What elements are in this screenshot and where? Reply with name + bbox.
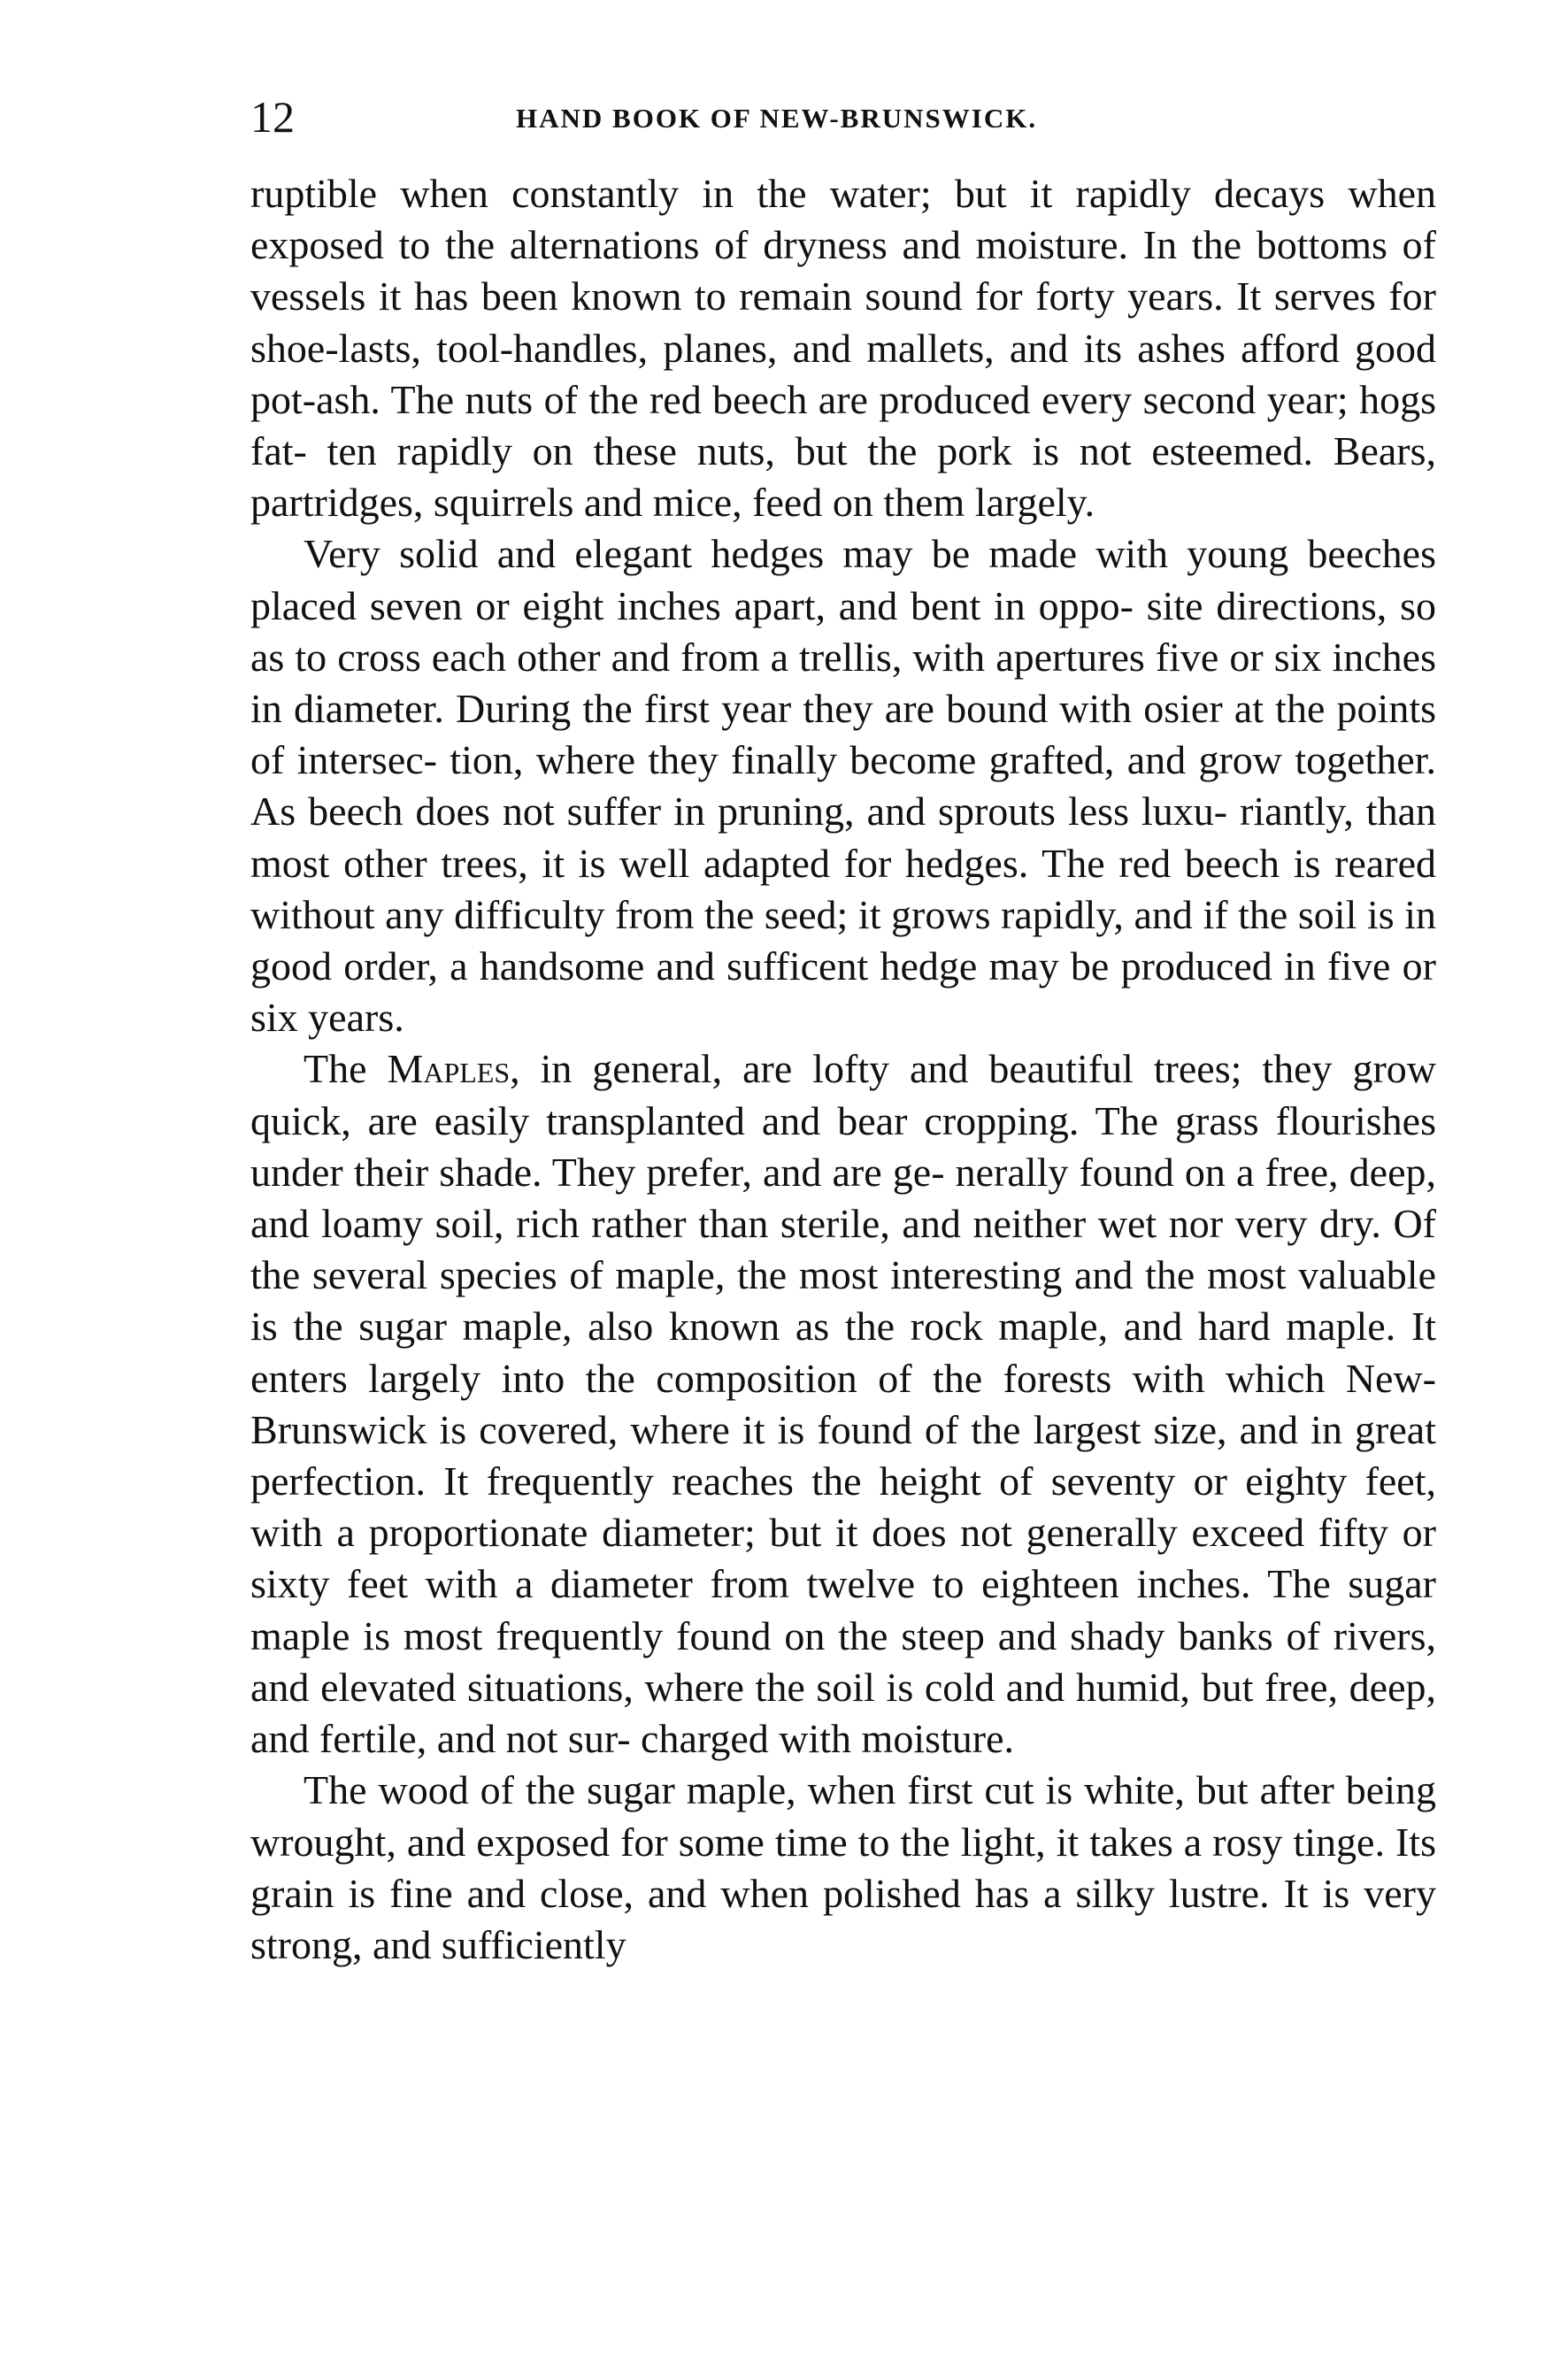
paragraph-text: , in general, are lofty and beautiful trees; they grow quick, are easily transplanted and bear cropping. The grass flourishes under their shade. They prefer, and are ge- nerally found on a free, deep, and loamy soil, rich rather than sterile, and neither wet nor very dry. Of the several species of maple, the most interesting and the most valuable is the sugar maple, also known as the rock maple, and hard maple. It enters largely into the composition of the forests with which New-Brunswick is covered, where it is found of the largest size, and in great perfection. It frequently reaches the height of seventy or eighty feet, with a proportionate diameter; but it does not generally exceed fifty or sixty feet with a diameter from twelve to eighteen inches. The sugar maple is most frequently found on the steep and shady banks of rivers, and elevated situations, where the soil is cold and humid, but free, deep, and fertile, and not sur- charged with moisture. <box>250 1046 1437 1762</box>
paragraph-lead: The <box>304 1046 388 1092</box>
page-number: 12 <box>250 92 295 142</box>
paragraph-text: Very solid and elegant hedges may be made with young beeches placed seven or eight inches apart, and bent in oppo- site directions, so as to cross each other and from a trellis, with apertures five or six inches in diameter. During the first year they are bound with osier at the points of intersec- tion, where they finally become grafted, and grow together. As beech does not suffer in pruning, and sprouts less luxu- riantly, than most other trees, it is well adapted for hedges. The red beech is reared without any difficulty from the seed; it grows rapidly, and if the soil is in good order, a handsome and sufficent hedge may be produced in five or six years. <box>250 531 1436 1041</box>
paragraph-continuation <box>250 168 1436 528</box>
page-header <box>250 90 1436 143</box>
running-title: HAND BOOK OF NEW-BRUNSWICK. <box>516 103 1038 134</box>
maples-heading-word: Maples <box>387 1046 511 1092</box>
body-text <box>250 168 1436 1971</box>
paragraph-text: ruptible when constantly in the water; but it rapidly decays when exposed to the alternations of dryness and moisture. In the bottoms of vessels it has been known to remain sound for forty years. It serves for shoe-lasts, tool-handles, planes, and mallets, and its ashes afford good pot-ash. The nuts of the red beech are produced every second year; hogs fat- ten rapidly on these nuts, but the pork is not esteemed. Bears, partridges, squirrels and mice, feed on them largely. <box>250 171 1436 526</box>
paragraph-sugar-maple-wood <box>250 1765 1436 1971</box>
paragraph-text: The wood of the sugar maple, when first cut is white, but after being wrought, and exposed for some time to the light, it takes a rosy tinge. Its grain is fine and close, and when polished has a silky lustre. It is very strong, and sufficiently <box>250 1767 1436 1967</box>
paragraph-hedges <box>250 528 1436 1043</box>
paragraph-maples <box>250 1043 1436 1765</box>
